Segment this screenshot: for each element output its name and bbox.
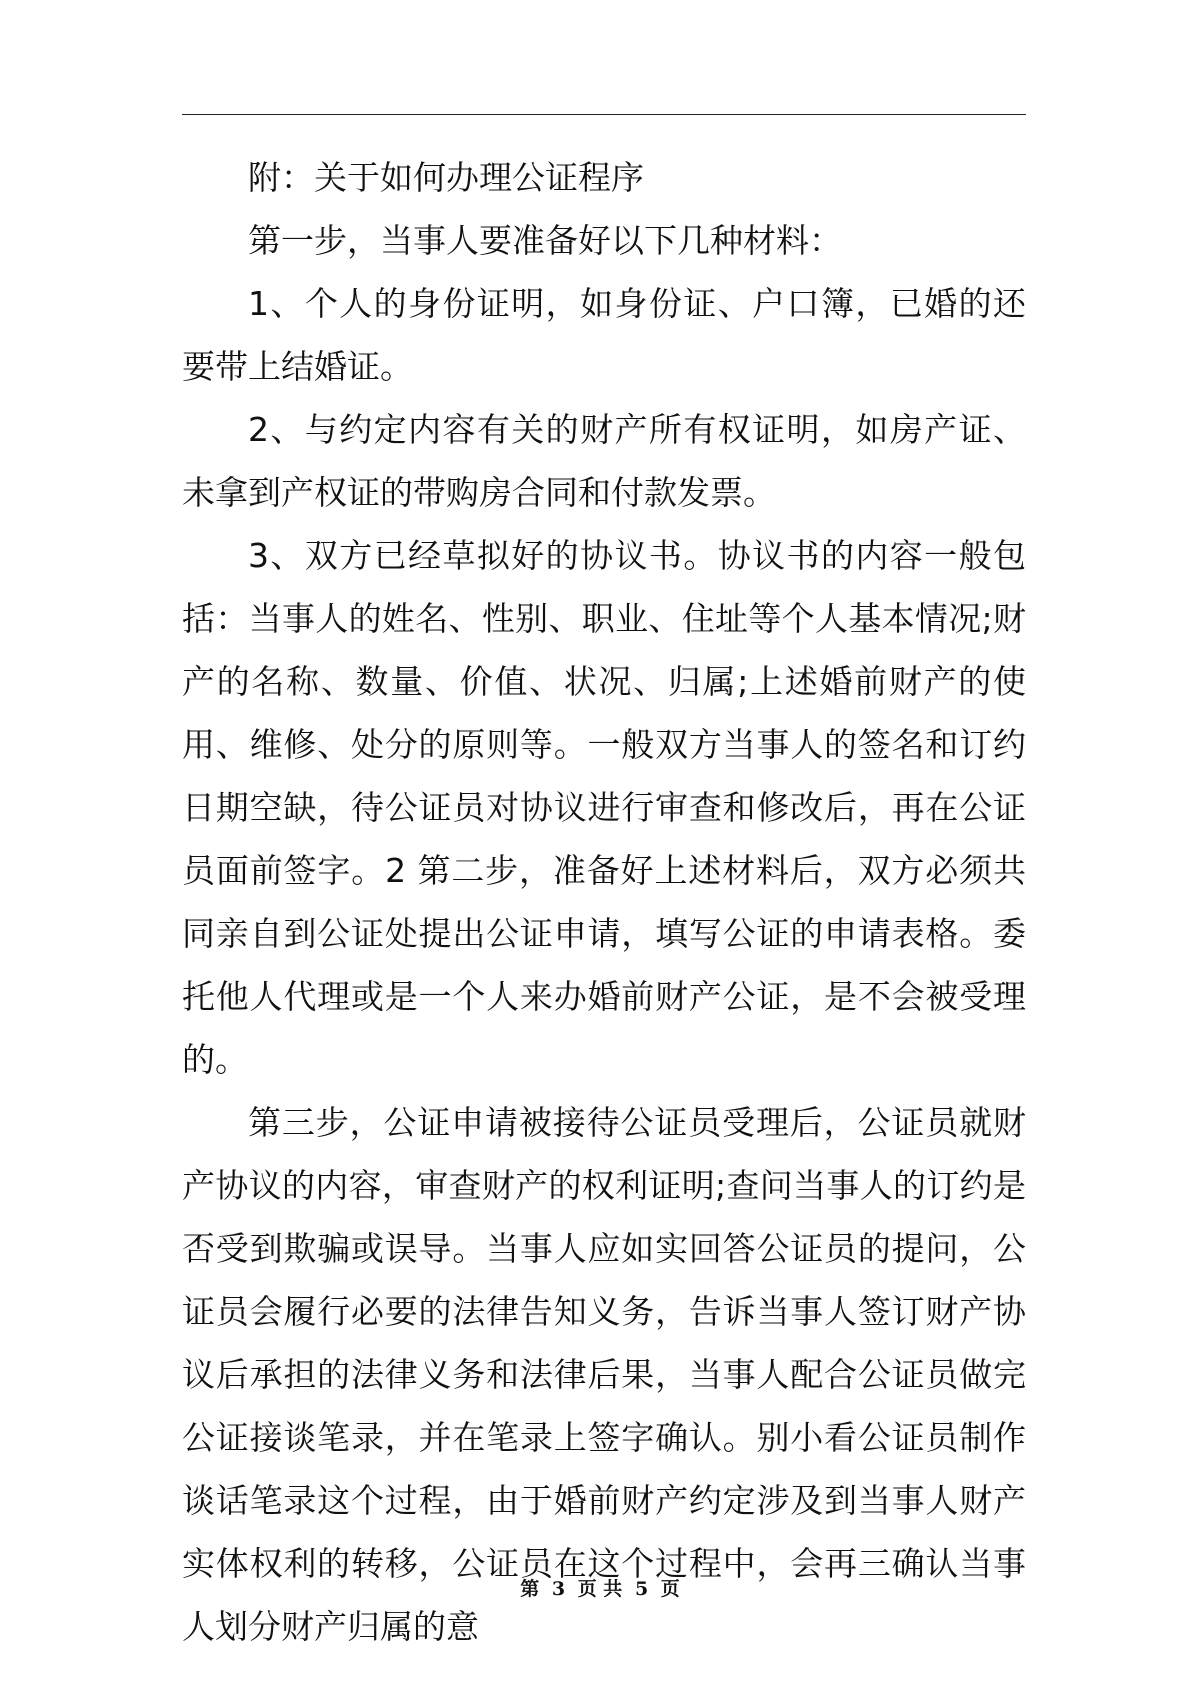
footer-suffix: 页 [660, 1578, 680, 1600]
paragraph-step-one: 第一步，当事人要准备好以下几种材料： [248, 221, 842, 260]
paragraph-step-three: 第三步，公证申请被接待公证员受理后，公证员就财产协议的内容，审查财产的权利证明;查问当事人的订约是否受到欺骗或误导。当事人应如实回答公证员的提问，公证员会履行必要的法律告知义务，告诉当事人签订财产协议后承担的法律义务和法律后果，当事人配合公证员做完公证接谈笔录，并在笔录上签字确认。别小看公证员制作谈话笔录这个过程，由于婚前财产约定涉及到当事人财产实体权利的转移，公证员在这个过程中，会再三确认当事人划分财产归属的意 [182, 1103, 1026, 1646]
paragraph-item-3: 3、双方已经草拟好的协议书。协议书的内容一般包括：当事人的姓名、性别、职业、住址等个人基本情况;财产的名称、数量、价值、状况、归属;上述婚前财产的使用、维修、处分的原则等。一般双方当事人的签名和订约日期空缺，待公证员对协议进行审查和修改后，再在公证员面前签字。2 第二步，准备好上述材料后，双方必须共同亲自到公证处提出公证申请，填写公证的申请表格。委托他人代理或是一个人来办婚前财产公证，是不会被受理的。 [182, 536, 1026, 1079]
page-footer [0, 1576, 1200, 1602]
footer-middle: 页 共 [577, 1578, 623, 1600]
paragraph-item-1: 1、个人的身份证明，如身份证、户口簿，已婚的还要带上结婚证。 [182, 284, 1026, 386]
header-rule [182, 114, 1026, 115]
paragraph-appendix-title: 附：关于如何办理公证程序 [248, 158, 644, 197]
paragraph-item-2: 2、与约定内容有关的财产所有权证明，如房产证、未拿到产权证的带购房合同和付款发票。 [182, 410, 1026, 512]
footer-prefix: 第 [520, 1578, 540, 1600]
body-text [182, 146, 1026, 1658]
footer-current-page: 3 [551, 1578, 566, 1600]
footer-total-pages: 5 [634, 1578, 649, 1600]
